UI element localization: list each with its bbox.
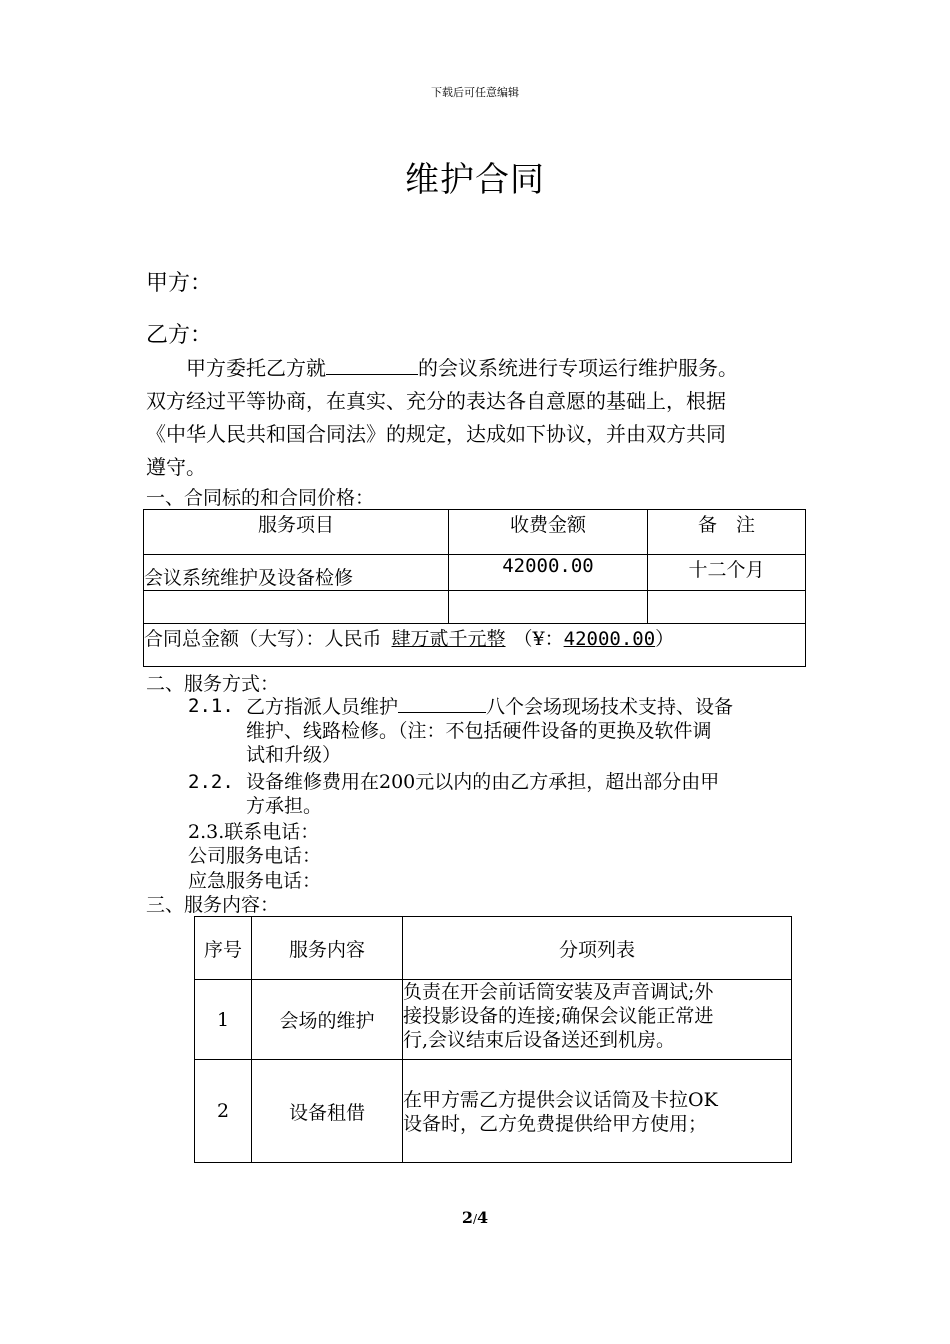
row-details <box>403 980 792 1060</box>
total-pages: 4 <box>477 1208 489 1227</box>
row-number: 2 <box>195 1060 252 1163</box>
price-table <box>143 509 806 667</box>
section-1-heading: 一、合同标的和合同价格： <box>146 487 375 509</box>
empty-cell <box>144 591 449 624</box>
total-amount: 42000.00 <box>563 628 656 650</box>
row-number: 1 <box>195 980 252 1060</box>
section-2-heading: 二、服务方式： <box>146 673 280 695</box>
total-currency: （¥： <box>513 628 564 650</box>
blank-field <box>398 694 486 713</box>
page-number <box>0 1208 950 1227</box>
detail-line: 负责在开会前话筒安装及声音调试;外 <box>403 981 714 1003</box>
header-service-item: 服务项目 <box>144 510 449 555</box>
intro-text-after-blank: 的会议系统进行专项运行维护服务。 <box>418 356 738 380</box>
row-content: 设备租借 <box>252 1060 403 1163</box>
item-2-1-number: 2.1. <box>188 695 234 717</box>
intro-paragraph <box>146 352 806 484</box>
detail-line: 接投影设备的连接;确保会议能正常进 <box>403 1005 714 1027</box>
item-2-1 <box>246 694 810 767</box>
item-2-2 <box>246 770 810 818</box>
item-2-2-line-1: 设备维修费用在200元以内的由乙方承担，超出部分由甲 <box>246 771 720 793</box>
row-content: 会场的维护 <box>252 980 403 1060</box>
party-a-label: 甲方： <box>146 271 213 296</box>
intro-text-before-blank: 甲方委托乙方就 <box>186 356 326 380</box>
total-upper: 肆万贰千元整 <box>391 628 506 650</box>
detail-line: 在甲方需乙方提供会议话筒及卡拉OK <box>403 1089 718 1111</box>
item-2-2-number: 2.2. <box>188 771 234 793</box>
cell-service: 会议系统维护及设备检修 <box>144 555 449 591</box>
intro-line-2: 双方经过平等协商，在真实、充分的表达各自意愿的基础上，根据 <box>146 389 726 413</box>
page-separator: / <box>472 1212 478 1226</box>
header-no: 序号 <box>195 917 252 980</box>
company-phone-label: 公司服务电话： <box>188 845 322 867</box>
service-content-table <box>194 916 792 1163</box>
header-remark: 备 注 <box>648 510 806 555</box>
current-page: 2 <box>461 1208 473 1227</box>
item-2-1-line-3: 试和升级） <box>246 744 342 766</box>
item-2-1-line-1 <box>246 694 810 719</box>
header-note: 下载后可任意编辑 <box>431 86 519 99</box>
document-title: 维护合同 <box>405 160 545 200</box>
contact-phone-label: 2.3.联系电话： <box>188 821 320 843</box>
detail-line: 行,会议结束后设备送还到机房。 <box>403 1029 676 1051</box>
header-list: 分项列表 <box>403 917 792 980</box>
item-2-1-text-after: 八个会场现场技术支持、设备 <box>486 696 734 718</box>
empty-cell <box>449 591 648 624</box>
item-2-2-line-2: 方承担。 <box>246 795 323 817</box>
detail-line: 设备时，乙方免费提供给甲方使用； <box>403 1113 708 1135</box>
row-details <box>403 1060 792 1163</box>
cell-remark: 十二个月 <box>648 555 806 591</box>
item-2-1-text-before: 乙方指派人员维护 <box>246 696 399 718</box>
header-content: 服务内容 <box>252 917 403 980</box>
blank-field <box>326 356 418 375</box>
cell-fee: 42000.00 <box>449 555 648 591</box>
total-end: ） <box>655 628 675 650</box>
emergency-phone-label: 应急服务电话： <box>188 870 322 892</box>
intro-line-4: 遵守。 <box>146 455 206 479</box>
party-b-label: 乙方： <box>146 323 213 348</box>
header-fee: 收费金额 <box>449 510 648 555</box>
total-amount-row <box>144 624 806 667</box>
intro-line-3: 《中华人民共和国合同法》的规定，达成如下协议，并由双方共同 <box>146 422 726 446</box>
empty-cell <box>648 591 806 624</box>
item-2-1-line-2: 维护、线路检修。（注：不包括硬件设备的更换及软件调 <box>246 720 712 742</box>
intro-line-1 <box>146 352 806 385</box>
total-label: 合同总金额（大写）：人民币 <box>144 628 382 650</box>
section-3-heading: 三、服务内容： <box>146 894 280 916</box>
